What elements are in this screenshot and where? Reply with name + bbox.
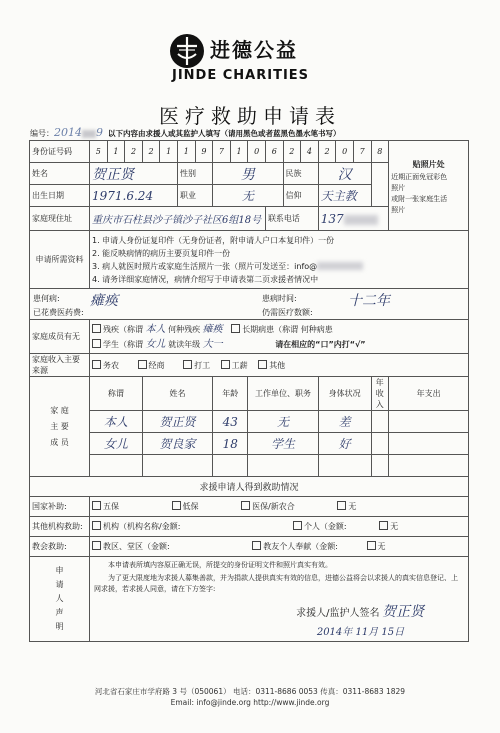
checkbox-income-salary[interactable] xyxy=(221,360,230,369)
checkbox-other-none[interactable] xyxy=(379,521,388,530)
checkbox-income-farming[interactable] xyxy=(92,360,101,369)
address-value: 重庆市石柱县沙子镇沙子社区6组18号 xyxy=(92,215,262,226)
id-label: 身份证号码 xyxy=(30,141,90,163)
material-item: 4. 请务详细家庭情况，病情介绍写于申请表第二页求援者情况中 xyxy=(92,274,319,284)
checkbox-insurance[interactable] xyxy=(241,501,250,510)
member-health: 好 xyxy=(338,437,351,451)
photo-hint-4: 照片 xyxy=(391,205,406,214)
checkbox-believer-aid[interactable] xyxy=(252,541,261,550)
serial-suffix: 9 xyxy=(96,126,103,139)
birth-value: 1971.6.24 xyxy=(92,188,154,203)
illness-value: 瘫痪 xyxy=(90,293,118,309)
brand-name-en: JINDE CHARITIES xyxy=(172,68,310,83)
national-option: 医保/新农合 xyxy=(252,502,295,511)
checkbox-personal-aid[interactable] xyxy=(293,521,302,530)
checkbox-org-aid[interactable] xyxy=(92,521,101,530)
side-char: 要 xyxy=(60,421,69,431)
income-option: 打工 xyxy=(194,360,211,370)
org-aid-label: 机构（机构名称/金额: xyxy=(103,522,181,531)
national-aid-label: 国家补助: xyxy=(30,497,90,517)
ethnic-label: 民族 xyxy=(283,163,318,185)
side-char: 明 xyxy=(55,622,64,631)
id-digit: 1 xyxy=(160,141,178,163)
id-digit: 0 xyxy=(336,141,354,163)
checkbox-none[interactable] xyxy=(337,501,346,510)
member-work: 无 xyxy=(277,415,290,429)
material-item: 1. 申请人身份证复印件（无身份证者，附申请人户口本复印件）一份 xyxy=(92,235,335,245)
brand-header xyxy=(168,32,338,84)
gender-value: 男 xyxy=(240,166,255,183)
statement-para-1: 本申请表所填内容原正确无误，所提交的身份证明文件和照片真实有效。 xyxy=(108,561,332,569)
check-hint: 请在相应的“口”内打“√” xyxy=(275,339,366,349)
side-char: 庭 xyxy=(60,405,69,415)
id-digit: 9 xyxy=(195,141,213,163)
national-option: 无 xyxy=(348,502,357,511)
member-relation: 女儿 xyxy=(103,437,128,451)
members-side-label xyxy=(30,377,90,477)
checkbox-disability[interactable] xyxy=(92,324,101,333)
gender-label: 性别 xyxy=(177,163,212,185)
income-option: 务农 xyxy=(103,360,119,370)
redacted-mark xyxy=(82,130,96,138)
checkbox-student[interactable] xyxy=(92,339,101,348)
member-health: 差 xyxy=(338,415,351,429)
checkbox-parish-aid[interactable] xyxy=(92,541,101,550)
serial-number xyxy=(30,126,103,139)
disability-relation: 本人 xyxy=(145,323,166,335)
signature-value: 贺正贤 xyxy=(382,604,425,620)
id-digit: 0 xyxy=(248,141,266,163)
national-option: 低保 xyxy=(182,502,199,511)
photo-box xyxy=(389,141,469,231)
redacted-phone xyxy=(344,215,378,225)
phone-label: 联系电话 xyxy=(265,207,318,231)
side-char: 成 xyxy=(50,437,59,447)
member-name: 贺正贤 xyxy=(159,415,196,429)
serial-value: 2014 xyxy=(54,126,82,139)
other-aid-label: 其他机构救助: xyxy=(30,517,90,537)
cost-label: 已花费医药费: xyxy=(33,308,84,317)
member-relation: 本人 xyxy=(103,415,128,429)
table-row xyxy=(30,411,469,433)
church-none-label: 无 xyxy=(377,542,386,551)
side-char: 声 xyxy=(55,608,64,617)
footer-address: 河北省石家庄市学府路 3 号（050061） 电话：0311-8686 0053 传真：0311-8683 1829 xyxy=(94,687,406,696)
fill-instruction: 以下内容由求援人或其监护人填写（请用黑色或者蓝黑色墨水笔书写） xyxy=(108,129,341,138)
jinde-logo-icon xyxy=(168,32,206,70)
name-label: 姓名 xyxy=(30,163,90,185)
photo-title: 贴照片处 xyxy=(412,159,445,169)
checkbox-church-none[interactable] xyxy=(367,541,376,550)
brand-name-cn: 进德公益 xyxy=(210,38,298,62)
disability-type: 瘫痪 xyxy=(202,323,223,335)
side-char: 人 xyxy=(55,594,64,603)
name-value: 贺正贤 xyxy=(92,166,134,183)
side-char: 员 xyxy=(60,437,69,447)
id-digit: 5 xyxy=(90,141,108,163)
family-status-label: 家庭成员有无 xyxy=(30,320,90,354)
members-col-expense: 年支出 xyxy=(389,377,469,411)
member-age: 18 xyxy=(222,436,238,451)
signature-label: 求援人/监护人签名 xyxy=(296,608,380,619)
job-value: 无 xyxy=(241,189,254,203)
id-digit: 1 xyxy=(107,141,125,163)
id-digit: 2 xyxy=(318,141,336,163)
members-col-age: 年龄 xyxy=(213,377,248,411)
checkbox-income-other[interactable] xyxy=(258,360,267,369)
material-item: 2. 能反映病情的病历主要页复印件一份 xyxy=(92,248,231,258)
id-digit: 2 xyxy=(142,141,160,163)
grade-value: 大一 xyxy=(202,338,223,350)
members-col-health: 身体状况 xyxy=(318,377,371,411)
checkbox-income-business[interactable] xyxy=(138,360,147,369)
disability-type-label: 何种残疾 xyxy=(168,324,201,334)
side-char: 主 xyxy=(50,421,59,431)
believer-aid-label: 教友个人奉献（金额: xyxy=(263,542,338,551)
checkbox-chronic[interactable] xyxy=(231,324,240,333)
id-digit: 8 xyxy=(371,141,389,163)
application-table xyxy=(29,140,469,642)
faith-value: 天主教 xyxy=(320,189,357,203)
other-none-label: 无 xyxy=(390,522,399,531)
id-digit: 1 xyxy=(177,141,195,163)
material-item: 3. 病人就医时照片或家庭生活照片一张（照片可发送至：info@ xyxy=(92,261,318,271)
personal-aid-label: 个人（金额: xyxy=(303,522,347,531)
side-char: 申 xyxy=(55,566,64,575)
id-digit: 2 xyxy=(283,141,301,163)
faith-label: 信仰 xyxy=(283,185,318,207)
statement-side-label xyxy=(30,557,90,642)
members-col-income: 年收入 xyxy=(371,377,389,411)
illness-label: 患何病: xyxy=(33,294,60,303)
redacted-email xyxy=(317,262,363,270)
income-option: 其他 xyxy=(269,360,286,370)
chronic-type-label: 何种病患 xyxy=(300,324,333,334)
chronic-label: 长期病患（称谓 xyxy=(242,324,299,334)
income-option: 工薪 xyxy=(231,360,248,370)
footer-contact: Email: info@jinde.org http://www.jinde.org xyxy=(170,698,330,707)
members-col-name: 姓名 xyxy=(142,377,212,411)
job-label: 职业 xyxy=(177,185,212,207)
signature-date: 2014年 11月 15日 xyxy=(316,627,405,638)
birth-label: 出生日期 xyxy=(30,185,90,207)
ethnic-value: 汉 xyxy=(337,166,352,183)
need-label: 仍需医疗数额: xyxy=(262,308,313,317)
member-work: 学生 xyxy=(271,437,296,451)
id-digit: 4 xyxy=(301,141,319,163)
statement-para-2: 为了更大限度地为求援人募集善款，并为捐款人提供真实有效的信息，进德公益将会以求援人的真实信息登记、上网求援，若求援人同意，请在下方签字: xyxy=(94,574,458,593)
member-age: 43 xyxy=(222,414,238,429)
photo-hint-1: 近期正面免冠彩色 xyxy=(391,172,448,181)
photo-hint-3: 或附一张家庭生活 xyxy=(391,194,448,203)
address-label: 家庭现住址 xyxy=(30,207,90,231)
form-title: 医疗救助申请表 xyxy=(159,104,341,128)
grade-label: 就读年级 xyxy=(168,339,201,349)
members-col-relation: 称谓 xyxy=(90,377,143,411)
checkbox-wubao[interactable] xyxy=(92,501,101,510)
serial-label: 编号： xyxy=(30,129,54,138)
id-digit: 2 xyxy=(125,141,143,163)
materials-label: 申请所需资料 xyxy=(30,231,90,289)
assistance-section-title: 求援申请人得到救助情况 xyxy=(30,477,469,497)
income-label: 家庭收入主要来源 xyxy=(30,354,90,377)
illness-time-value: 十二年 xyxy=(348,293,390,309)
id-digit: 6 xyxy=(265,141,283,163)
members-col-work: 工作单位、职务 xyxy=(248,377,318,411)
side-char: 请 xyxy=(55,580,64,589)
phone-value: 137 xyxy=(320,211,344,226)
church-aid-label: 教会救助: xyxy=(30,537,90,557)
disability-label: 残疾（称谓 xyxy=(103,324,143,334)
student-relation: 女儿 xyxy=(145,338,166,350)
id-digit: 7 xyxy=(353,141,371,163)
table-row xyxy=(30,433,469,455)
parish-aid-label: 教区、堂区（金额: xyxy=(103,542,170,551)
illness-time-label: 患病时间: xyxy=(262,294,297,303)
id-digit: 7 xyxy=(213,141,231,163)
member-name: 贺良家 xyxy=(159,437,196,451)
side-char: 家 xyxy=(50,405,59,415)
photo-hint-2: 照片 xyxy=(391,183,406,192)
national-option: 五保 xyxy=(103,502,119,511)
checkbox-income-labor[interactable] xyxy=(183,360,192,369)
income-option: 经商 xyxy=(148,360,165,370)
student-label: 学生（称谓 xyxy=(103,339,143,349)
table-row xyxy=(30,455,469,477)
id-digit: 1 xyxy=(230,141,248,163)
checkbox-dibao[interactable] xyxy=(172,501,181,510)
